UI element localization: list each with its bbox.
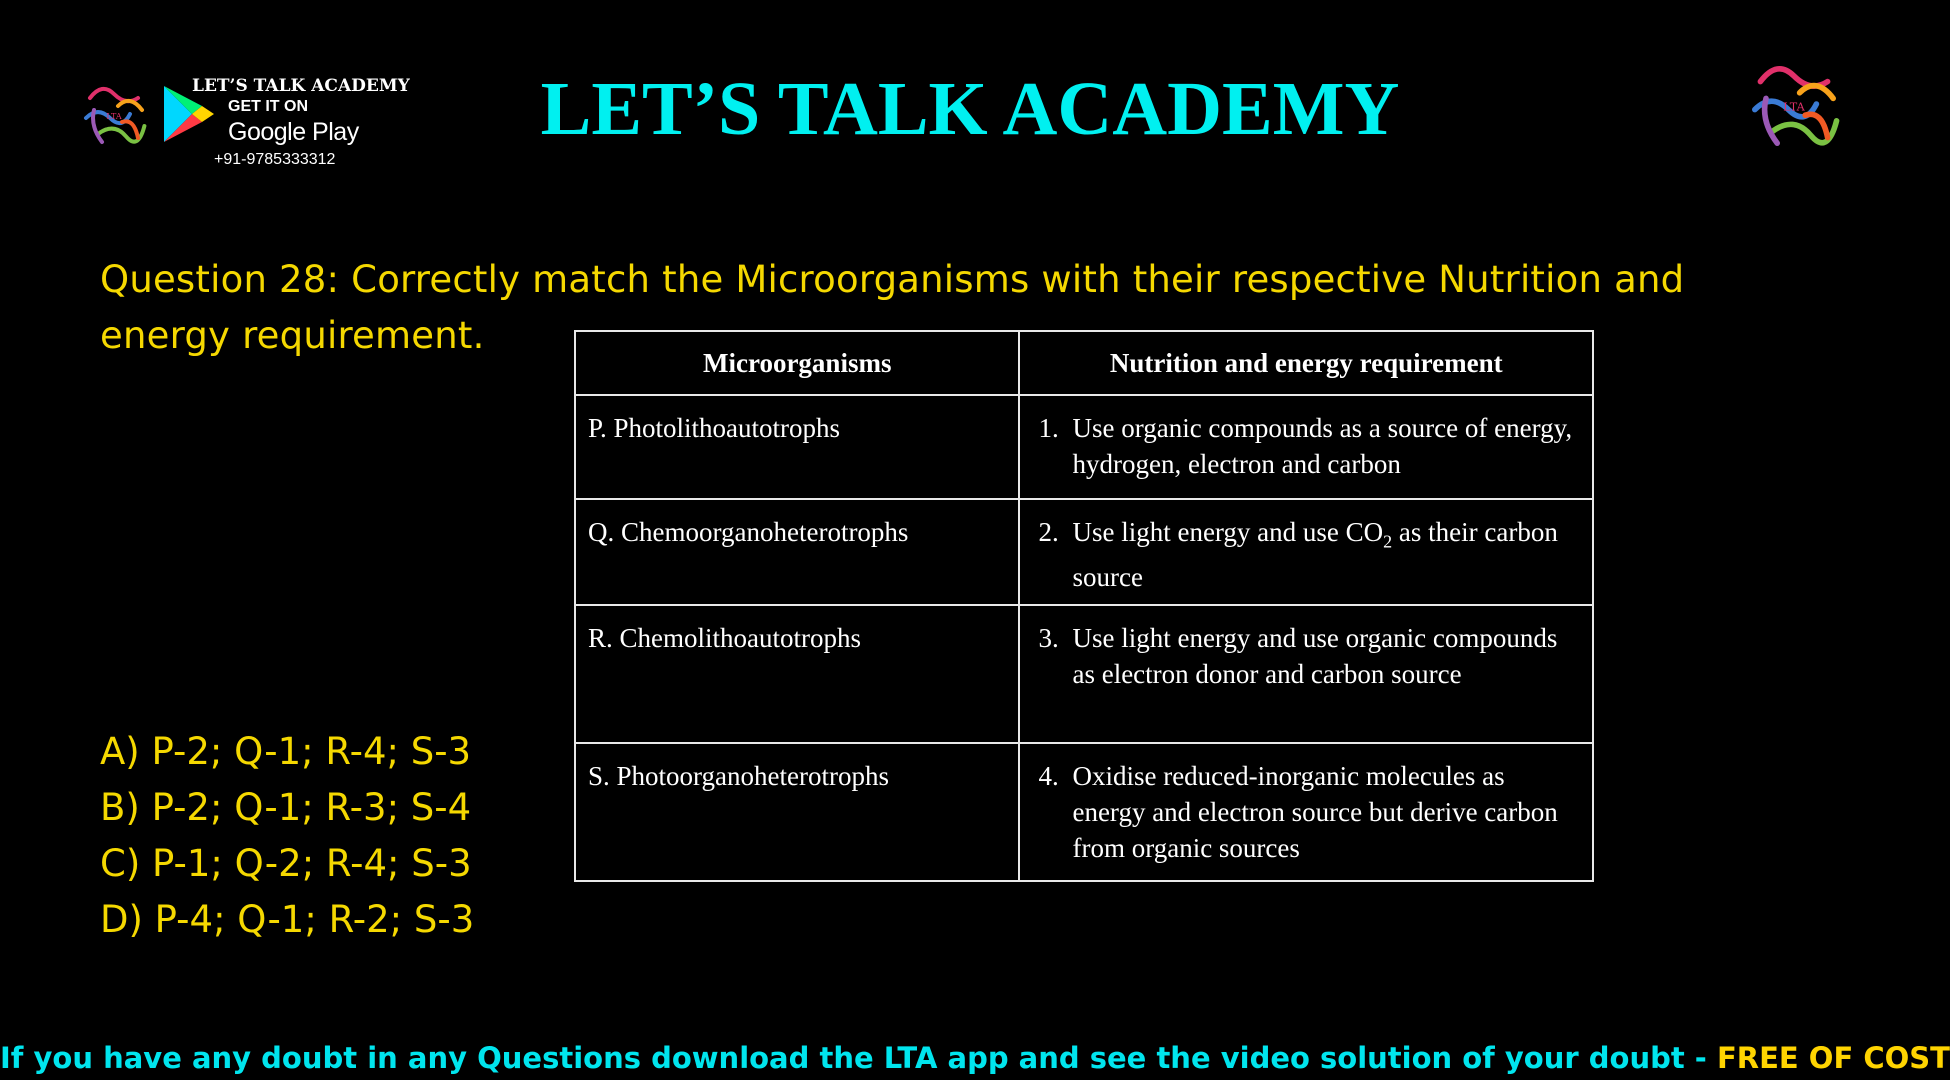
table-cell-microorganism: P. Photolithoautotrophs — [575, 395, 1019, 499]
badge-store-name[interactable]: Google Play — [228, 118, 359, 146]
lta-molecule-logo-icon — [1738, 48, 1850, 160]
option-c[interactable]: C) P-1; Q-2; R-4; S-3 — [100, 842, 472, 885]
requirement-text: Use organic compounds as a source of energy, hydrogen, electron and carbon — [1072, 413, 1573, 479]
table-row — [575, 395, 1593, 499]
requirement-number: 2. — [1038, 517, 1059, 547]
option-a[interactable]: A) P-2; Q-1; R-4; S-3 — [100, 730, 472, 773]
table-row — [575, 499, 1593, 605]
badge-phone-number: +91-9785333312 — [214, 151, 336, 168]
requirement-text-end: as their carbon source — [1072, 517, 1558, 593]
table-cell-microorganism: Q. Chemoorganoheterotrophs — [575, 499, 1019, 605]
table-cell-microorganism: R. Chemolithoautotrophs — [575, 605, 1019, 743]
table-cell-requirement — [1019, 605, 1593, 743]
requirement-number: 4. — [1038, 761, 1059, 791]
table-row — [575, 605, 1593, 743]
badge-get-it-on[interactable]: GET IT ON — [228, 98, 308, 115]
requirement-text-start: Use light energy and use CO — [1072, 517, 1384, 547]
table-cell-microorganism: S. Photoorganoheterotrophs — [575, 743, 1019, 881]
svg-text:LTA: LTA — [106, 111, 122, 121]
requirement-number: 3. — [1038, 623, 1059, 653]
footer-highlight: FREE OF COST — [1716, 1041, 1950, 1075]
option-b[interactable]: B) P-2; Q-1; R-3; S-4 — [100, 786, 472, 829]
table-cell-requirement — [1019, 499, 1593, 605]
match-table — [574, 330, 1594, 882]
requirement-text: Use light energy and use organic compounds as electron donor and carbon source — [1072, 623, 1558, 689]
svg-text:LTA: LTA — [1783, 100, 1805, 114]
table-header-microorganisms: Microorganisms — [575, 331, 1019, 395]
match-table-panel — [568, 328, 1594, 884]
table-cell-requirement — [1019, 743, 1593, 881]
table-header-requirement: Nutrition and energy requirement — [1019, 331, 1593, 395]
badge-academy-name: LET’S TALK ACADEMY — [192, 76, 410, 96]
table-row — [575, 743, 1593, 881]
answer-options — [100, 724, 474, 948]
requirement-text: Oxidise reduced-inorganic molecules as energy and electron source but derive carbon from organic sources — [1072, 761, 1558, 863]
footer-banner — [0, 1041, 1950, 1075]
requirement-number: 1. — [1038, 413, 1059, 443]
footer-text: If you have any doubt in any Questions download the LTA app and see the video solution of your doubt - — [0, 1041, 1717, 1075]
question-text: Question 28: Correctly match the Microorganisms with their respective Nutrition and energy requirement. — [100, 258, 1685, 357]
page-title: LET’S TALK ACADEMY — [540, 67, 1400, 151]
requirement-text-subscript: 2 — [1383, 531, 1393, 552]
requirement-text — [1072, 514, 1582, 595]
option-d[interactable]: D) P-4; Q-1; R-2; S-3 — [100, 898, 475, 941]
table-cell-requirement — [1019, 395, 1593, 499]
